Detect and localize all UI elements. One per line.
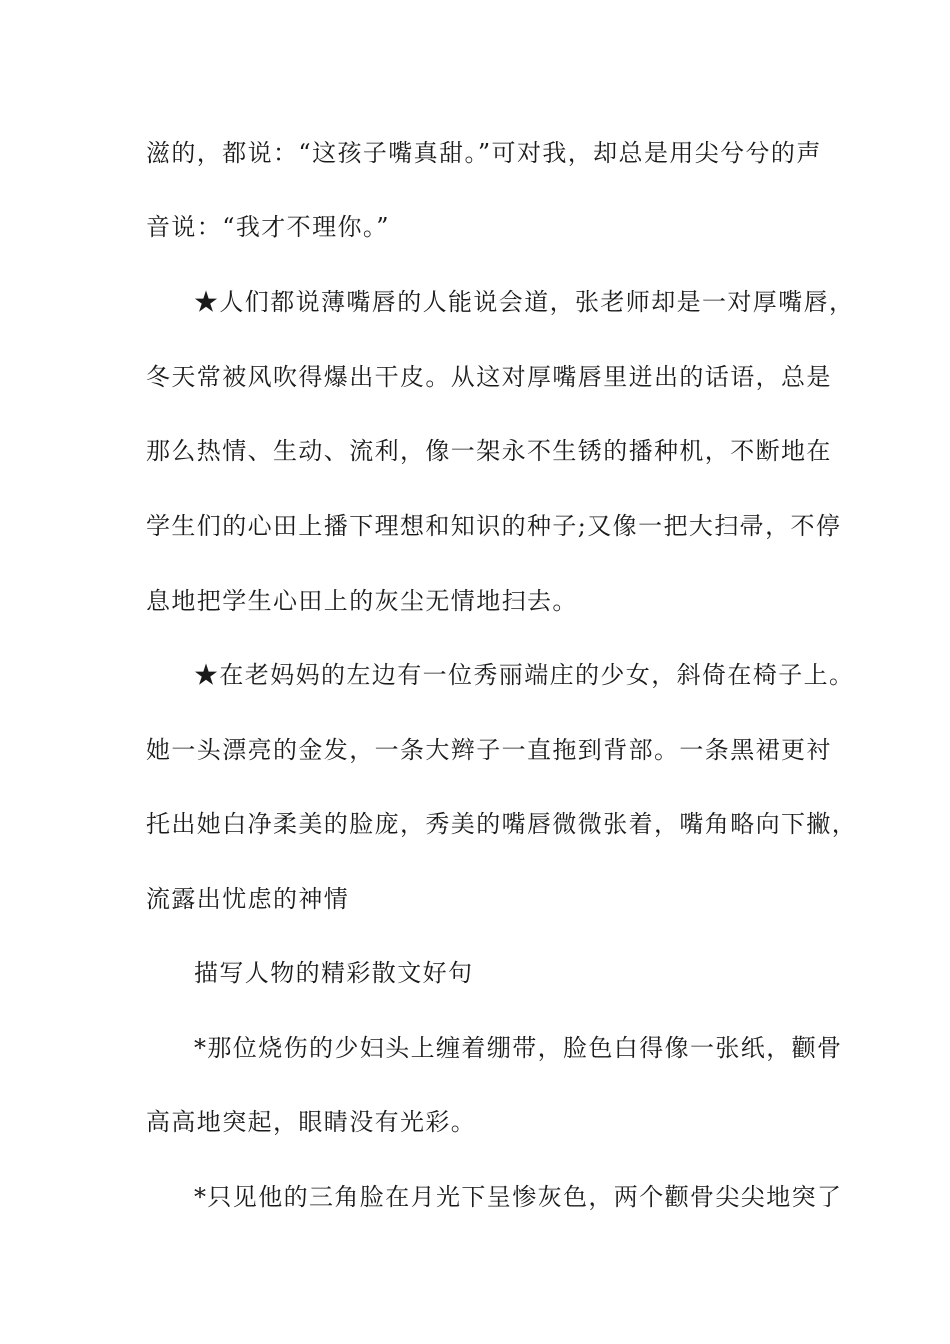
- section-heading: 描写人物的精彩散文好句: [194, 959, 474, 987]
- text-line: 息地把学生心田上的灰尘无情地扫去。: [146, 587, 578, 615]
- text-line: 她一头漂亮的金发，一条大辫子一直拖到背部。一条黑裙更衬: [146, 736, 832, 764]
- text-line: 冬天常被风吹得爆出干皮。从这对厚嘴唇里迸出的话语，总是: [146, 363, 832, 391]
- text-line: 那么热情、生动、流利，像一架永不生锈的播种机，不断地在: [146, 437, 832, 465]
- paragraph-first-line: ★人们都说薄嘴唇的人能说会道，张老师却是一对厚嘴唇，: [194, 288, 855, 316]
- text-line: 流露出忧虑的神情: [146, 885, 350, 913]
- text-line: 高高地突起，眼睛没有光彩。: [146, 1108, 477, 1136]
- text-line: 托出她白净柔美的脸庞，秀美的嘴唇微微张着，嘴角略向下撇，: [146, 810, 858, 838]
- paragraph-first-line: *那位烧伤的少妇头上缠着绷带，脸色白得像一张纸，颧骨: [194, 1034, 843, 1062]
- text-line: 滋的，都说：“这孩子嘴真甜。”可对我，却总是用尖兮兮的声: [146, 139, 822, 167]
- paragraph-first-line: ★在老妈妈的左边有一位秀丽端庄的少女，斜倚在椅子上。: [194, 661, 855, 689]
- paragraph-first-line: *只见他的三角脸在月光下呈惨灰色，两个颧骨尖尖地突了: [194, 1183, 843, 1211]
- text-line: 音说：“我才不理你。”: [146, 213, 390, 241]
- text-line: 学生们的心田上播下理想和知识的种子;又像一把大扫帚，不停: [146, 512, 842, 540]
